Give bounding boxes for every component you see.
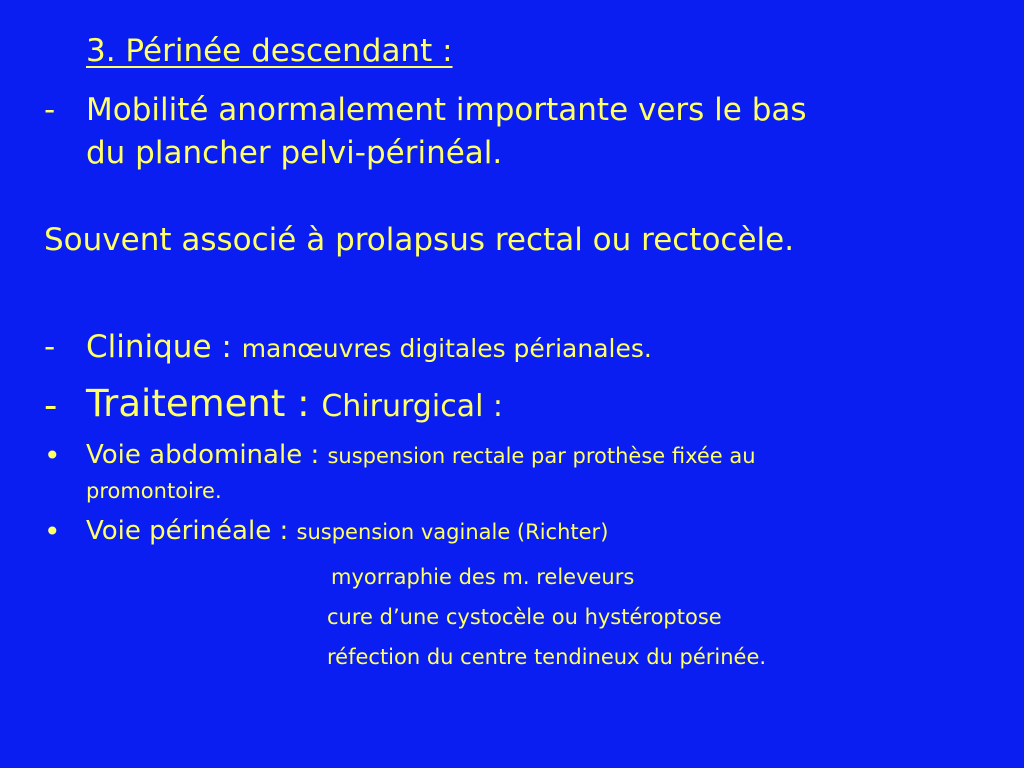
bullet-icon: • (44, 439, 61, 472)
voie-perineale-item (86, 518, 608, 544)
bullet-icon: • (44, 515, 61, 548)
clinique-label: Clinique : (86, 329, 242, 365)
voie-abdominale-text-2: promontoire. (86, 479, 222, 503)
traitement-text: Chirurgical : (321, 389, 504, 424)
sub-item-cure: cure d’une cystocèle ou hystéroptose (327, 605, 722, 629)
voie-abdominale-text: suspension rectale par prothèse fixée au (327, 444, 756, 468)
dash-marker: - (44, 384, 58, 427)
sub-item-myorraphie: myorraphie des m. releveurs (331, 565, 635, 589)
voie-perineale-label: Voie périnéale : (86, 516, 297, 546)
associe-text: Souvent associé à prolapsus rectal ou rectocèle. (44, 222, 795, 258)
voie-abdominale-label: Voie abdominale : (86, 440, 328, 470)
traitement-label: Traitement : (86, 382, 322, 425)
slide-title: 3. Périnée descendant : (86, 33, 453, 69)
dash-marker: - (44, 92, 56, 128)
mobilite-line-1: Mobilité anormalement importante vers le bas (86, 92, 807, 128)
clinique-text: manœuvres digitales périanales. (241, 334, 652, 363)
dash-marker: - (44, 329, 56, 365)
mobilite-line-2: du plancher pelvi-périnéal. (86, 135, 503, 171)
clinique-item (86, 329, 652, 365)
sub-item-refection: réfection du centre tendineux du périnée. (327, 645, 767, 669)
voie-abdominale-item (86, 442, 756, 468)
traitement-item (86, 382, 504, 425)
voie-perineale-text: suspension vaginale (Richter) (296, 520, 609, 544)
